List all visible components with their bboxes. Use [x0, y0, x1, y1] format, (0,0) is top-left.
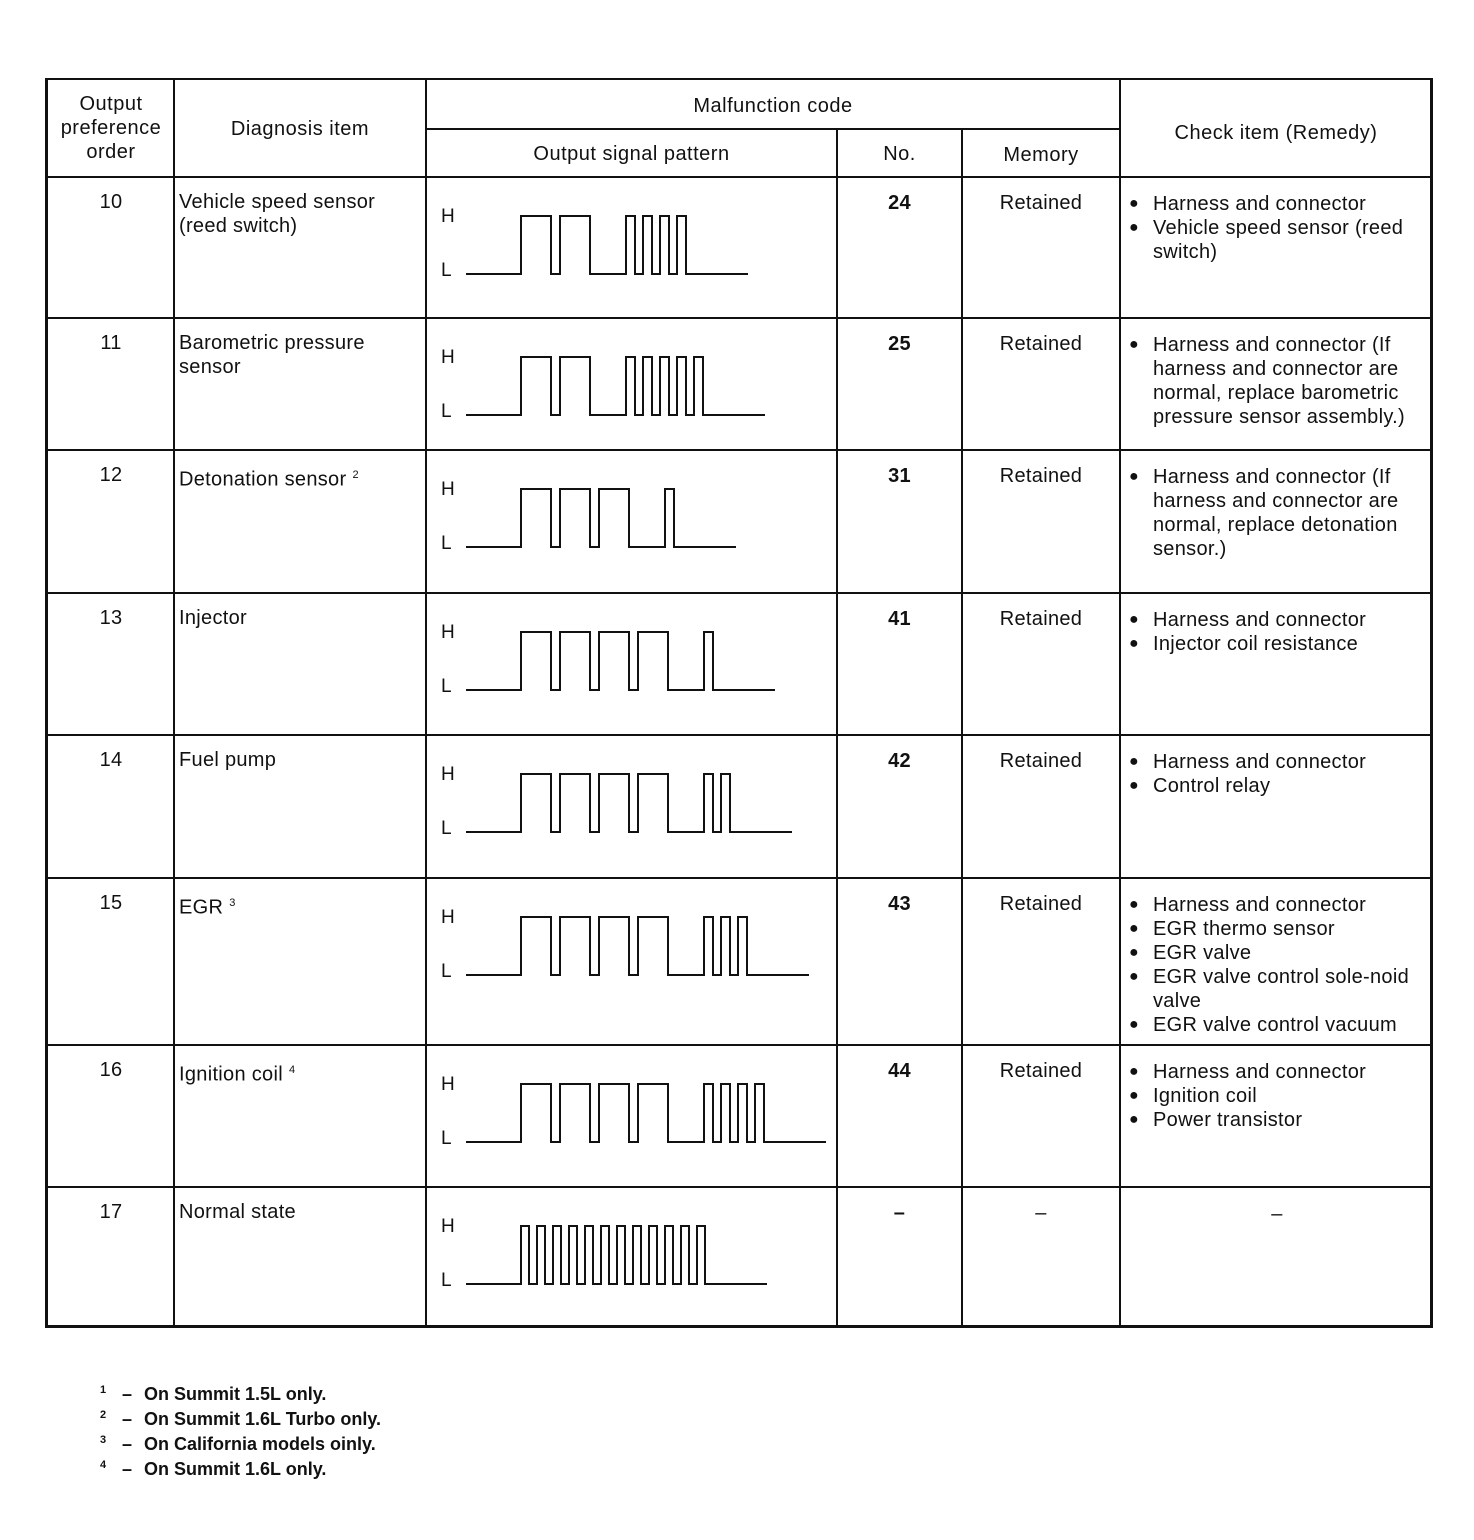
- signal-pattern: [458, 1072, 838, 1152]
- diagnosis-item-label: Barometric pressure sensor: [179, 332, 365, 378]
- memory-status: –: [1035, 1202, 1047, 1224]
- header-check: Check item (Remedy): [1174, 122, 1378, 144]
- diagnosis-item-label: Ignition coil: [179, 1063, 283, 1086]
- footnote-mark: 3: [100, 1434, 107, 1446]
- diagnosis-item: [179, 606, 409, 630]
- signal-waveform: [466, 216, 748, 274]
- footnote: [100, 1455, 381, 1480]
- malfunction-code: 31: [888, 465, 911, 487]
- malfunction-code: –: [893, 1202, 906, 1224]
- order-number: 11: [100, 332, 122, 354]
- signal-low-label: L: [441, 676, 452, 697]
- malfunction-code: 25: [888, 333, 911, 355]
- check-items: [1127, 333, 1427, 429]
- row-divider: [48, 1044, 1430, 1046]
- check-list: [1127, 893, 1427, 1037]
- memory-status: Retained: [999, 465, 1083, 487]
- diagnosis-item: [179, 190, 409, 238]
- malfunction-code: 41: [888, 608, 911, 630]
- signal-waveform: [466, 1084, 826, 1142]
- signal-waveform: [466, 774, 792, 832]
- signal-low-label: L: [441, 401, 452, 422]
- diagnosis-item: [179, 891, 409, 920]
- check-item: ● Harness and connector: [1127, 192, 1427, 216]
- memory-status: Retained: [999, 608, 1083, 630]
- signal-high-label: H: [441, 206, 455, 227]
- header-memory: Memory: [1003, 144, 1079, 166]
- diagnosis-item: [179, 1200, 409, 1224]
- footnotes: [100, 1380, 381, 1480]
- memory-status: Retained: [999, 750, 1083, 772]
- footnote-mark: 1: [100, 1384, 107, 1396]
- row-divider: [48, 1186, 1430, 1188]
- signal-low-label: L: [441, 961, 452, 982]
- malfunction-code: 42: [888, 750, 911, 772]
- signal-pattern: [458, 620, 838, 700]
- signal-low-label: L: [441, 818, 452, 839]
- malfunction-code: 44: [888, 1060, 911, 1082]
- row-divider: [48, 176, 1430, 178]
- footnote-text: On Summit 1.6L only.: [144, 1459, 327, 1479]
- check-item: ● Power transistor: [1127, 1108, 1427, 1132]
- check-items: [1127, 192, 1427, 264]
- malfunction-code: 43: [888, 893, 911, 915]
- check-item: ● Harness and connector: [1127, 893, 1427, 917]
- footnote: [100, 1380, 381, 1405]
- order-number: 16: [99, 1059, 123, 1081]
- signal-high-label: H: [441, 347, 455, 368]
- diagnosis-item-label: Detonation sensor: [179, 468, 347, 491]
- signal-low-label: L: [441, 1128, 452, 1149]
- column-divider: [425, 80, 427, 1325]
- signal-waveform: [466, 357, 765, 415]
- footnote-text: On Summit 1.5L only.: [144, 1384, 327, 1404]
- row-divider: [48, 317, 1430, 319]
- check-items: [1127, 1060, 1427, 1132]
- row-divider: [48, 734, 1430, 736]
- diagnosis-item: [179, 331, 409, 379]
- diagnosis-item-label: Injector: [179, 607, 247, 629]
- row-divider: [48, 449, 1430, 451]
- signal-waveform: [466, 489, 736, 547]
- footnote-mark: 4: [100, 1459, 107, 1471]
- signal-high-label: H: [441, 1216, 455, 1237]
- footnote-mark: 2: [352, 469, 359, 481]
- footnote: [100, 1430, 381, 1455]
- footnote-text: On California models oinly.: [144, 1434, 376, 1454]
- diagnosis-item: [179, 1058, 409, 1087]
- diagnosis-item-label: Fuel pump: [179, 749, 277, 771]
- check-item: ● Harness and connector: [1127, 1060, 1427, 1084]
- signal-low-label: L: [441, 533, 452, 554]
- footnote-dash: –: [122, 1434, 133, 1454]
- diagnosis-table: [45, 78, 1433, 1328]
- signal-high-label: H: [441, 907, 455, 928]
- check-item: ● Harness and connector: [1127, 608, 1427, 632]
- column-divider: [961, 128, 963, 1325]
- signal-pattern: [458, 905, 838, 985]
- footnote-mark: 4: [288, 1064, 296, 1076]
- order-number: 10: [99, 191, 123, 213]
- malfunction-code: 24: [888, 192, 911, 214]
- signal-pattern: [458, 762, 838, 842]
- check-item: ● Ignition coil: [1127, 1084, 1427, 1108]
- order-number: 17: [99, 1201, 123, 1223]
- check-list: [1127, 333, 1427, 429]
- check-item: ● EGR valve control vacuum: [1127, 1013, 1427, 1037]
- signal-waveform: [466, 1226, 767, 1284]
- signal-pattern: [458, 477, 838, 557]
- footnote-dash: –: [122, 1384, 133, 1404]
- check-item: ● EGR thermo sensor: [1127, 917, 1427, 941]
- signal-waveform: [466, 917, 809, 975]
- signal-high-label: H: [441, 1074, 455, 1095]
- footnote-dash: –: [122, 1459, 133, 1479]
- footnote: [100, 1405, 381, 1430]
- check-items: [1127, 893, 1427, 1037]
- memory-status: Retained: [999, 333, 1083, 355]
- diagnosis-item: [179, 463, 409, 492]
- header-no: No.: [883, 143, 916, 165]
- signal-high-label: H: [441, 479, 455, 500]
- memory-status: Retained: [999, 1060, 1083, 1082]
- signal-pattern: [458, 204, 838, 284]
- check-item: ● Harness and connector: [1127, 750, 1427, 774]
- column-divider: [1119, 80, 1121, 1325]
- order-number: 15: [99, 892, 123, 914]
- footnote-mark: 2: [100, 1409, 107, 1421]
- check-item: ● EGR valve: [1127, 941, 1427, 965]
- signal-pattern: [458, 345, 838, 425]
- order-number: 12: [99, 464, 123, 486]
- check-item: ● Harness and connector (If harness and connector are normal, replace barometric pressure sensor assembly.): [1127, 333, 1427, 429]
- column-divider: [173, 80, 175, 1325]
- order-number: 13: [99, 607, 123, 629]
- check-item: ● Injector coil resistance: [1127, 632, 1427, 656]
- header-signal: Output signal pattern: [533, 143, 730, 165]
- diagnosis-item-label: EGR: [179, 896, 224, 919]
- memory-status: Retained: [999, 192, 1083, 214]
- header-malfunction: Malfunction code: [693, 95, 853, 117]
- check-item: ● EGR valve control sole-noid valve: [1127, 965, 1427, 1013]
- check-item: ● Harness and connector (If harness and connector are normal, replace detonation sensor.): [1127, 465, 1427, 561]
- check-items: [1127, 608, 1427, 656]
- header-order: Output preference order: [60, 93, 162, 163]
- order-number: 14: [99, 749, 123, 771]
- check-items: [1127, 465, 1427, 561]
- row-divider: [48, 592, 1430, 594]
- row-divider: [48, 877, 1430, 879]
- footnote-dash: –: [122, 1409, 133, 1429]
- check-item: ● Vehicle speed sensor (reed switch): [1127, 216, 1427, 264]
- diagnosis-item-label: Vehicle speed sensor (reed switch): [179, 191, 376, 237]
- diagnosis-item-label: Normal state: [179, 1201, 296, 1223]
- signal-waveform: [466, 632, 775, 690]
- check-list: [1127, 750, 1427, 798]
- signal-high-label: H: [441, 622, 455, 643]
- footnote-mark: 3: [229, 897, 236, 909]
- signal-low-label: L: [441, 260, 452, 281]
- signal-low-label: L: [441, 1270, 452, 1291]
- signal-high-label: H: [441, 764, 455, 785]
- check-items: –: [1271, 1203, 1283, 1225]
- check-list: [1127, 192, 1427, 264]
- header-diagnosis: Diagnosis item: [230, 118, 370, 140]
- check-list: [1127, 465, 1427, 561]
- check-list: [1127, 1060, 1427, 1132]
- check-list: [1127, 608, 1427, 656]
- memory-status: Retained: [999, 893, 1083, 915]
- diagnosis-item: [179, 748, 409, 772]
- check-items: [1127, 750, 1427, 798]
- footnote-text: On Summit 1.6L Turbo only.: [144, 1409, 382, 1429]
- signal-pattern: [458, 1214, 838, 1294]
- header-divider: [427, 128, 1119, 130]
- check-item: ● Control relay: [1127, 774, 1427, 798]
